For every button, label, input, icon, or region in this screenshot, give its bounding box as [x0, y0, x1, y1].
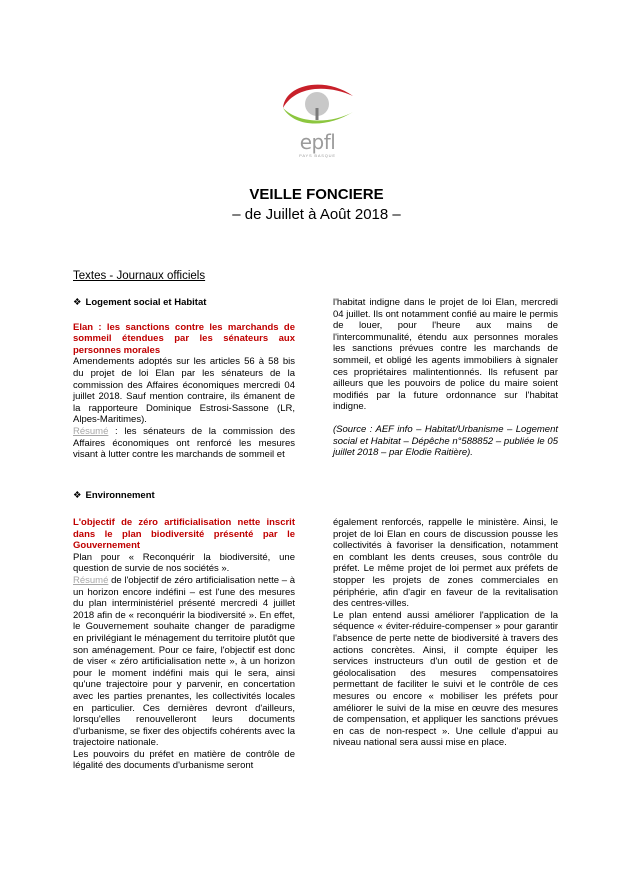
section-1-left-column [73, 297, 295, 461]
resume-label: Résumé [73, 574, 109, 586]
section-2-heading [73, 490, 295, 502]
section-1-source: (Source : AEF info – Habitat/Urbanisme – Logement social et Habitat – Dépêche n°588852 – publiée le 05 juillet 2018 – par Elodie Raitière). [333, 423, 558, 459]
section-2-continued: également renforcés, rappelle le ministère. Ainsi, le projet de loi Elan en cours de discussion pousse les collectivités à favoriser la densification, notamment en comblant les dents creuses, sous contrôle du préfet. Le même projet de loi permet aux préfets de stopper les projets de zones commerciales en périphérie, afin d'agir en faveur de la revitalisation des centres-villes. [333, 517, 558, 610]
section-1-right-column [333, 297, 558, 459]
section-2-left-column [73, 517, 295, 772]
document-title: VEILLE FONCIERE [249, 186, 384, 203]
section-2-resume [73, 575, 295, 749]
resume-label: Résumé [73, 425, 109, 437]
section-2-heading-text: Environnement [85, 490, 155, 501]
bullet-icon: ❖ [73, 490, 82, 501]
section-1-heading-text: Logement social et Habitat [85, 297, 207, 308]
section-heading: Textes - Journaux officiels [73, 270, 206, 282]
section-2-intro: Plan pour « Reconquérir la biodiversité, une question de survie de nos sociétés ». [73, 551, 295, 575]
document-subtitle: – de Juillet à Août 2018 – [232, 206, 401, 223]
section-2-right-column [333, 517, 558, 749]
epfl-logo [265, 78, 370, 160]
section-1-article-title: Elan : les sanctions contre les marchands de sommeil étendues par les sénateurs aux personnes morales [73, 321, 295, 356]
section-1-heading [73, 297, 295, 309]
section-2-heading-block [73, 490, 295, 502]
section-1-resume [73, 426, 295, 461]
section-2-article-title: L'objectif de zéro artificialisation nette inscrit dans le plan biodiversité présenté par le Gouvernement [73, 517, 295, 552]
section-2-resume-text: de l'objectif de zéro artificialisation nette – à un horizon encore indéfini – est l'une des mesures du plan interministériel présenté mercredi 4 juillet 2018 afin de « reconquérir la biodiversité ». En effet, le Gouvernement souhaite changer de paradigme en privilégiant le ménagement du territoire plutôt que son aménagement. Pour ce faire, l'objectif est donc de viser « zéro artificialisation nette », à un horizon pour le moment indéfini mais qui le sera, ainsi qu'une trajectoire pour y parvenir, en concertation avec les parties prenantes, les collectivités locales en particulier. Ces dernières devront d'ailleurs, lorsqu'elles renouvelleront leurs documents d'urbanisme, se fixer des objectifs cohérents avec la trajectoire nationale. [73, 574, 295, 749]
section-1-resume-text: : les sénateurs de la commission des Affaires économiques ont renforcé les mesures visant à lutter contre les marchands de sommeil et [73, 425, 295, 461]
logo-subtext: PAYS BASQUE [299, 153, 336, 158]
section-2-continued2: Le plan entend aussi améliorer l'application de la séquence « éviter-réduire-compenser » pour garantir l'absence de perte nette de biodiversité à travers des actions concrètes. Ainsi, il compte équiper les services instructeurs d'un outil de gestion et de géolocalisation des mesures compensatoires permettant de faciliter le suivi et le contrôle de ces mesures ou encore « mobiliser les préfets pour améliorer le suivi de la mise en œuvre des mesures de compensation, et appliquer les sanctions prévues en cas de non-respect ». Une cellule d'appui au niveau national sera aussi mise en place. [333, 609, 558, 749]
logo-wordmark: epfl [299, 130, 336, 154]
section-1-continued: l'habitat indigne dans le projet de loi Elan, mercredi 04 juillet. Ils ont notamment confié au maire le permis de louer, pour l'heure aux mains de l'intercommunalité, étendu aux personnes morales les sanctions prévues contre les marchands de sommeil, et obligé les agents immobiliers à signaler ces propriétaires malintentionnés. Ils refusent par ailleurs que les pouvoirs de police du maire soient modifiés par la future ordonnance sur l'habitat indigne. [333, 297, 558, 413]
section-2-para2: Les pouvoirs du préfet en matière de contrôle de légalité des documents d'urbanisme seront [73, 748, 295, 772]
logo-emblem-icon [265, 78, 370, 138]
bullet-icon: ❖ [73, 297, 82, 308]
section-1-intro: Amendements adoptés sur les articles 56 à 58 bis du projet de loi Elan par les sénateurs de la commission des Affaires économiques mercredi 04 juillet 2018. Sauf mention contraire, ils émanent de la rapporteure Dominique Estrosi-Sassone (LR, Alpes-Maritimes). [73, 356, 295, 426]
